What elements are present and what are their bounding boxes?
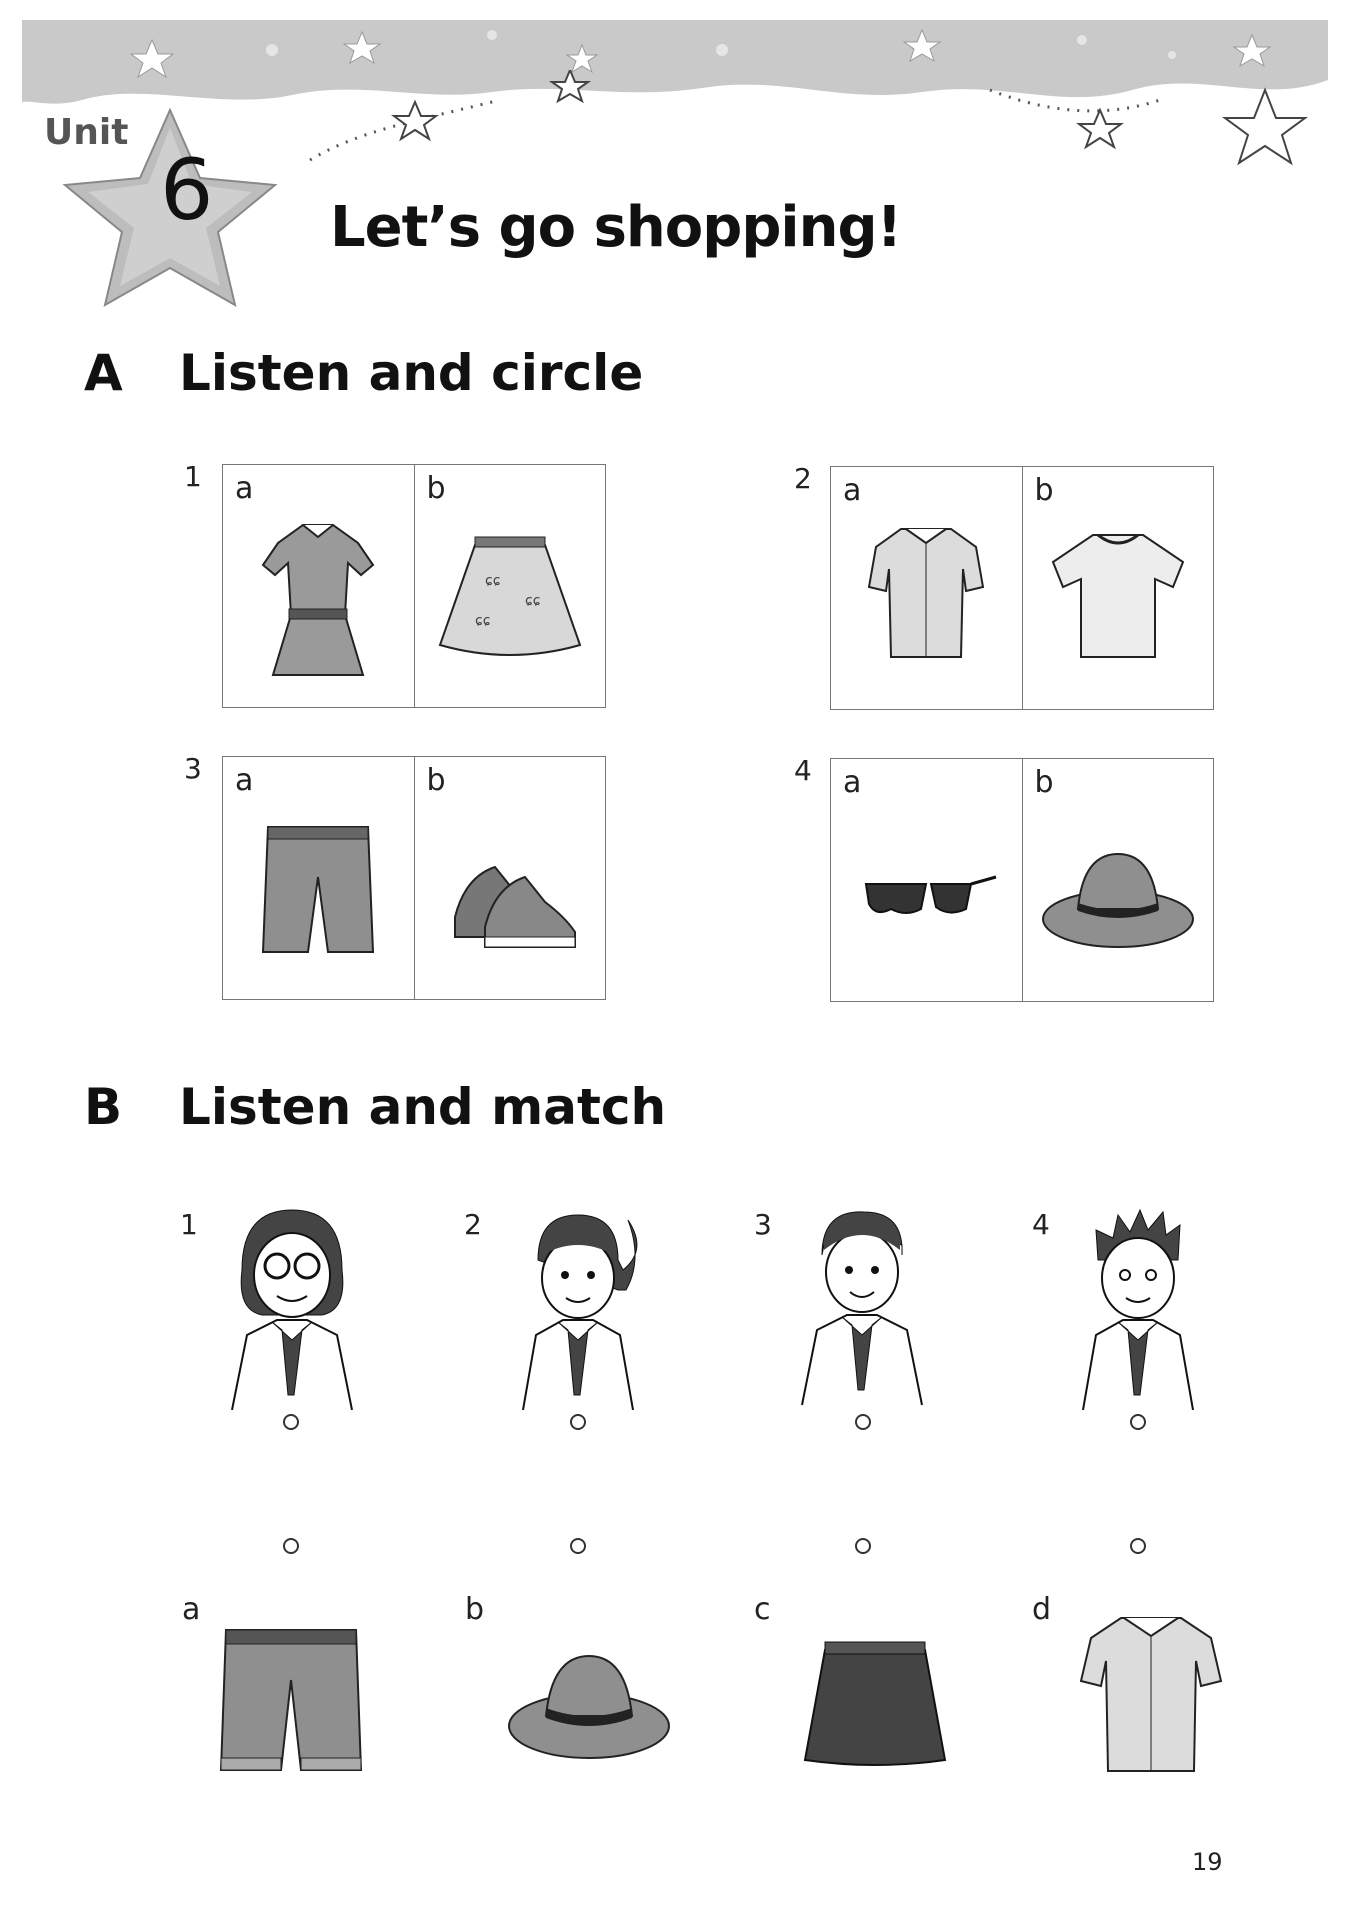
boy-spiky-hair-icon [1068,1200,1208,1410]
option-letter: a [235,471,254,506]
svg-text:ɕɕ: ɕɕ [484,573,500,589]
option-letter: b [426,471,446,506]
boy-icon [792,1200,932,1410]
question-number: 2 [794,462,812,495]
girl-with-glasses-icon [222,1200,362,1410]
option-cell[interactable] [414,757,606,999]
child-number: 3 [754,1208,772,1241]
match-dot-item-d[interactable] [1130,1538,1146,1554]
section-a-letter: A [84,344,123,402]
hat-icon [504,1626,674,1796]
option-cell[interactable] [1022,467,1214,709]
svg-text:ɕɕ: ɕɕ [474,613,490,629]
match-dot-child-4[interactable] [1130,1414,1146,1430]
blouse-icon [1066,1606,1236,1776]
option-letter: b [426,763,446,798]
option-cell[interactable] [223,757,414,999]
question-number: 1 [184,460,202,493]
shorts-icon [206,1610,376,1780]
match-dot-item-a[interactable] [283,1538,299,1554]
sneakers-icon [415,797,605,997]
question-3-box [222,756,606,1000]
shorts-icon [223,797,413,997]
option-letter: a [843,473,862,508]
girl-with-ponytail-icon [508,1200,648,1410]
match-dot-item-c[interactable] [855,1538,871,1554]
section-b-heading [84,1078,666,1136]
option-letter: b [1034,473,1054,508]
match-dot-child-1[interactable] [283,1414,299,1430]
match-dot-item-b[interactable] [570,1538,586,1554]
item-letter: d [1032,1592,1052,1627]
section-a-heading [84,344,643,402]
unit-number: 6 [160,141,214,239]
question-2-box [830,466,1214,710]
option-letter: a [843,765,862,800]
match-dot-child-3[interactable] [855,1414,871,1430]
question-number: 3 [184,752,202,785]
option-cell[interactable] [414,465,606,707]
match-dot-child-2[interactable] [570,1414,586,1430]
item-letter: c [754,1592,771,1627]
option-letter: b [1034,765,1054,800]
child-number: 4 [1032,1208,1050,1241]
child-number: 2 [464,1208,482,1241]
option-letter: a [235,763,254,798]
dress-icon [223,505,413,705]
option-cell[interactable] [1022,759,1214,1001]
option-cell[interactable] [831,467,1022,709]
skirt-icon [415,505,605,705]
section-b-title: Listen and match [179,1078,667,1136]
t-shirt-icon [1023,507,1213,707]
item-letter: a [182,1592,201,1627]
svg-text:ɕɕ: ɕɕ [524,593,540,609]
option-cell[interactable] [831,759,1022,1001]
question-number: 4 [794,754,812,787]
sunglasses-icon [831,799,1021,999]
section-a-title: Listen and circle [179,344,644,402]
skirt-icon [790,1620,960,1790]
question-1-box [222,464,606,708]
child-number: 1 [180,1208,198,1241]
unit-label: Unit [44,112,129,153]
blouse-icon [831,507,1021,707]
page-number: 19 [1192,1848,1223,1876]
item-letter: b [465,1592,485,1627]
page-title: Let’s go shopping! [330,195,902,260]
hat-icon [1023,799,1213,999]
option-cell[interactable] [223,465,414,707]
section-b-letter: B [84,1078,123,1136]
question-4-box [830,758,1214,1002]
decorative-stars [300,70,1340,200]
